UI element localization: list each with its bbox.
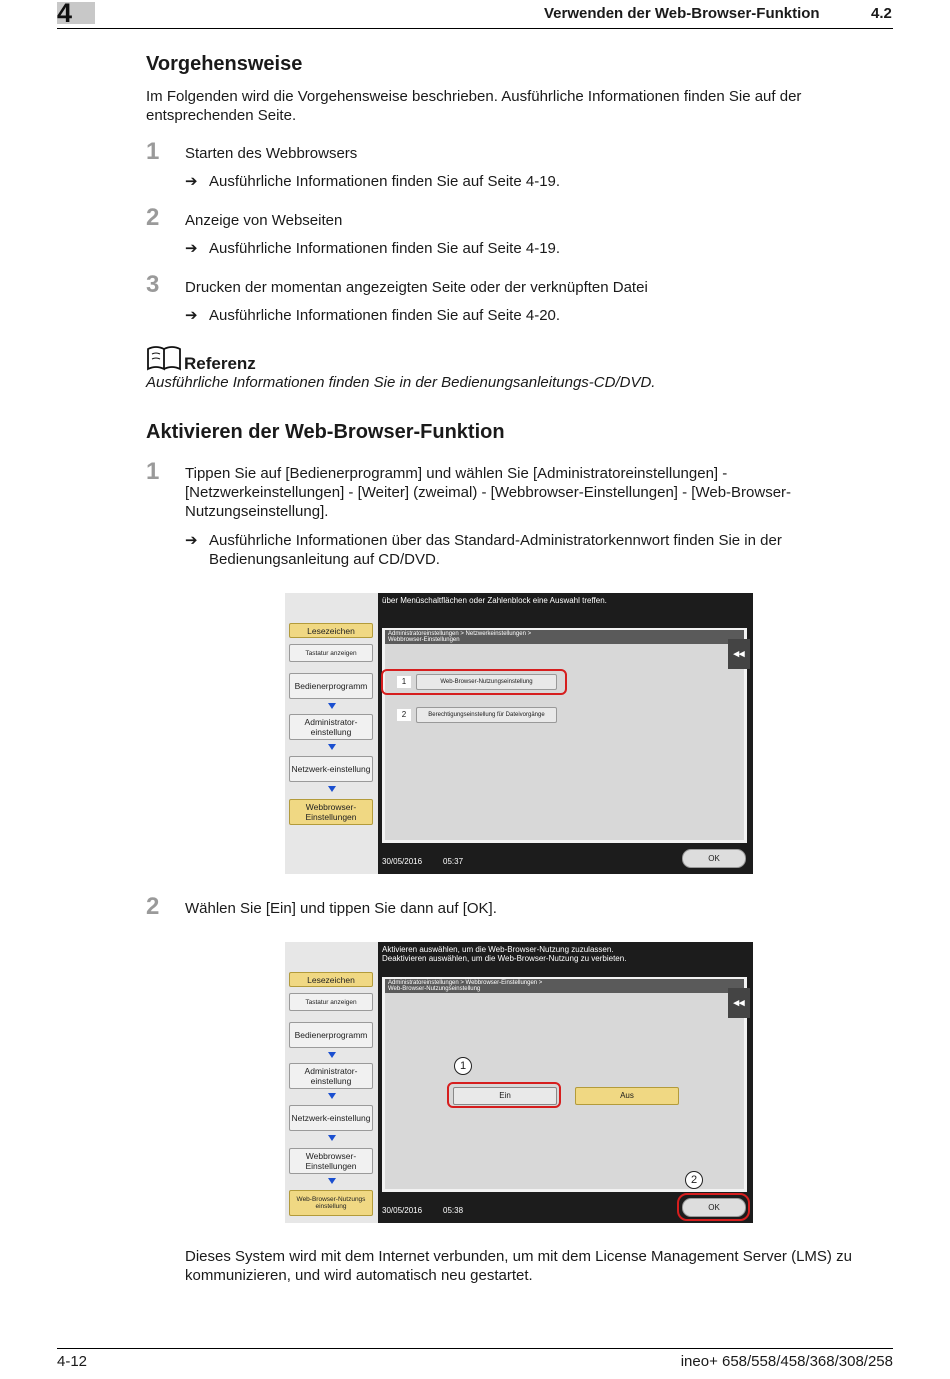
admin-setting-button[interactable]: Administrator-einstellung: [289, 714, 373, 740]
step-subnote: [185, 239, 869, 258]
down-arrow-icon: [328, 744, 336, 750]
highlight-box: [381, 669, 567, 695]
chapter-number: 4: [57, 0, 73, 28]
book-icon: [146, 345, 184, 371]
breadcrumb: [385, 979, 744, 993]
step-number: 2: [146, 893, 160, 920]
model-name: ineo+ 658/558/458/368/308/258: [680, 1353, 893, 1370]
step-subnote: [185, 531, 869, 569]
down-arrow-icon: [328, 703, 336, 709]
step-number: 1: [146, 458, 160, 485]
down-arrow-icon: [328, 1178, 336, 1184]
back-icon[interactable]: ◂◂: [728, 988, 750, 1018]
device-screen-1: [285, 593, 753, 874]
arrow-icon: ➔: [185, 307, 198, 324]
screen-message: über Menüschaltflächen oder Zahlenblock eine Auswahl treffen.: [382, 596, 607, 605]
section-heading-procedure: Vorgehensweise: [146, 53, 303, 75]
admin-setting-button[interactable]: Administrator-einstellung: [289, 1063, 373, 1089]
step-number: 1: [146, 138, 160, 165]
on-button[interactable]: Ein: [453, 1087, 557, 1105]
reference-text: Ausführliche Informationen finden Sie in der Bedienungsanleitungs-CD/DVD.: [146, 374, 656, 391]
closing-text: Dieses System wird mit dem Internet verbunden, um mit dem License Management Server (LMS) zu kommunizieren, und wird automatisch neu gestartet.: [185, 1248, 852, 1284]
web-browser-usage-button[interactable]: Web-Browser-Nutzungseinstellung: [416, 674, 557, 690]
inner-panel: [385, 991, 744, 1189]
device-screen-2: [285, 942, 753, 1223]
back-icon[interactable]: ◂◂: [728, 639, 750, 669]
breadcrumb-line: Administratoreinstellungen > Webbrowser-Einstellungen >: [388, 980, 543, 986]
webbrowser-settings-button[interactable]: Webbrowser-Einstellungen: [289, 799, 373, 825]
header-rule: [57, 28, 893, 29]
step-subnote: [185, 306, 869, 325]
breadcrumb: [385, 630, 744, 644]
off-button[interactable]: Aus: [575, 1087, 679, 1105]
file-permission-button[interactable]: Berechtigungseinstellung für Dateivorgänge: [416, 707, 557, 723]
breadcrumb-line: Web-Browser-Nutzungseinstellung: [388, 986, 481, 992]
highlight-box: [677, 1193, 750, 1221]
step-text: Drucken der momentan angezeigten Seite oder der verknüpften Datei: [185, 279, 648, 296]
breadcrumb-line: Administratoreinstellungen > Netzwerkeinstellungen >: [388, 631, 532, 637]
breadcrumb-line: Webbrowser-Einstellungen: [388, 637, 460, 643]
usage-setting-button[interactable]: Web-Browser-Nutzungs einstellung: [289, 1190, 373, 1216]
down-arrow-icon: [328, 1052, 336, 1058]
section-heading-activate: Aktivieren der Web-Browser-Funktion: [146, 421, 505, 443]
callout-2: 2: [685, 1171, 703, 1189]
page-number: 4-12: [57, 1353, 88, 1370]
time: 05:38: [443, 1206, 464, 1215]
header-title: Verwenden der Web-Browser-Funktion: [544, 5, 820, 22]
message-line: Deaktivieren auswählen, um die Web-Browser-Nutzung zu verbieten.: [382, 954, 627, 963]
callout-1: 1: [454, 1057, 472, 1075]
message-line: Aktivieren auswählen, um die Web-Browser-Nutzung zuzulassen.: [382, 945, 614, 954]
ok-button[interactable]: OK: [682, 1198, 746, 1217]
step-subnote: [185, 172, 869, 191]
step-number: 3: [146, 271, 160, 298]
step-text: Starten des Webbrowsers: [185, 145, 358, 162]
network-setting-button[interactable]: Netzwerk-einstellung: [289, 1105, 373, 1131]
step-text: Tippen Sie auf [Bedienerprogramm] und wählen Sie [Administratoreinstellungen] - [Netzwerkeinstellungen] - [Weiter] (zweimal) - [Webbrowser-Einstellungen] - [Web-Browser-Nutzungseinstellung].: [185, 465, 792, 520]
keyboard-button[interactable]: Tastatur anzeigen: [289, 993, 373, 1011]
intro-text: Im Folgenden wird die Vorgehensweise beschrieben. Ausführliche Informationen finden Sie auf der entsprechenden Seite.: [146, 88, 802, 124]
arrow-icon: ➔: [185, 240, 198, 257]
option-number: 2: [397, 709, 411, 721]
down-arrow-icon: [328, 1093, 336, 1099]
down-arrow-icon: [328, 786, 336, 792]
step-text: Wählen Sie [Ein] und tippen Sie dann auf [OK].: [185, 900, 497, 917]
subnote-text: Ausführliche Informationen finden Sie auf Seite 4-20.: [209, 307, 561, 324]
screen-message: [382, 945, 626, 963]
footer-rule: [57, 1348, 893, 1349]
reference-title: Referenz: [184, 354, 256, 373]
subnote-text: Ausführliche Informationen über das Standard-Administratorkennwort finden Sie in der Bedienungsanleitung auf CD/DVD.: [209, 532, 782, 568]
network-setting-button[interactable]: Netzwerk-einstellung: [289, 756, 373, 782]
time: 05:37: [443, 857, 464, 866]
subnote-text: Ausführliche Informationen finden Sie auf Seite 4-19.: [209, 173, 561, 190]
subnote-text: Ausführliche Informationen finden Sie auf Seite 4-19.: [209, 240, 561, 257]
webbrowser-settings-button[interactable]: Webbrowser-Einstellungen: [289, 1148, 373, 1174]
arrow-icon: ➔: [185, 173, 198, 190]
date: 30/05/2016: [382, 857, 423, 866]
step-text: Anzeige von Webseiten: [185, 212, 343, 229]
down-arrow-icon: [328, 1135, 336, 1141]
bookmark-button[interactable]: Lesezeichen: [289, 972, 373, 987]
header-section: 4.2: [871, 5, 892, 22]
utility-button[interactable]: Bedienerprogramm: [289, 1022, 373, 1048]
ok-button[interactable]: OK: [682, 849, 746, 868]
utility-button[interactable]: Bedienerprogramm: [289, 673, 373, 699]
step-number: 2: [146, 204, 160, 231]
option-number: 1: [397, 676, 411, 688]
highlight-box: [447, 1082, 561, 1108]
arrow-icon: ➔: [185, 532, 198, 549]
date: 30/05/2016: [382, 1206, 423, 1215]
bookmark-button[interactable]: Lesezeichen: [289, 623, 373, 638]
keyboard-button[interactable]: Tastatur anzeigen: [289, 644, 373, 662]
